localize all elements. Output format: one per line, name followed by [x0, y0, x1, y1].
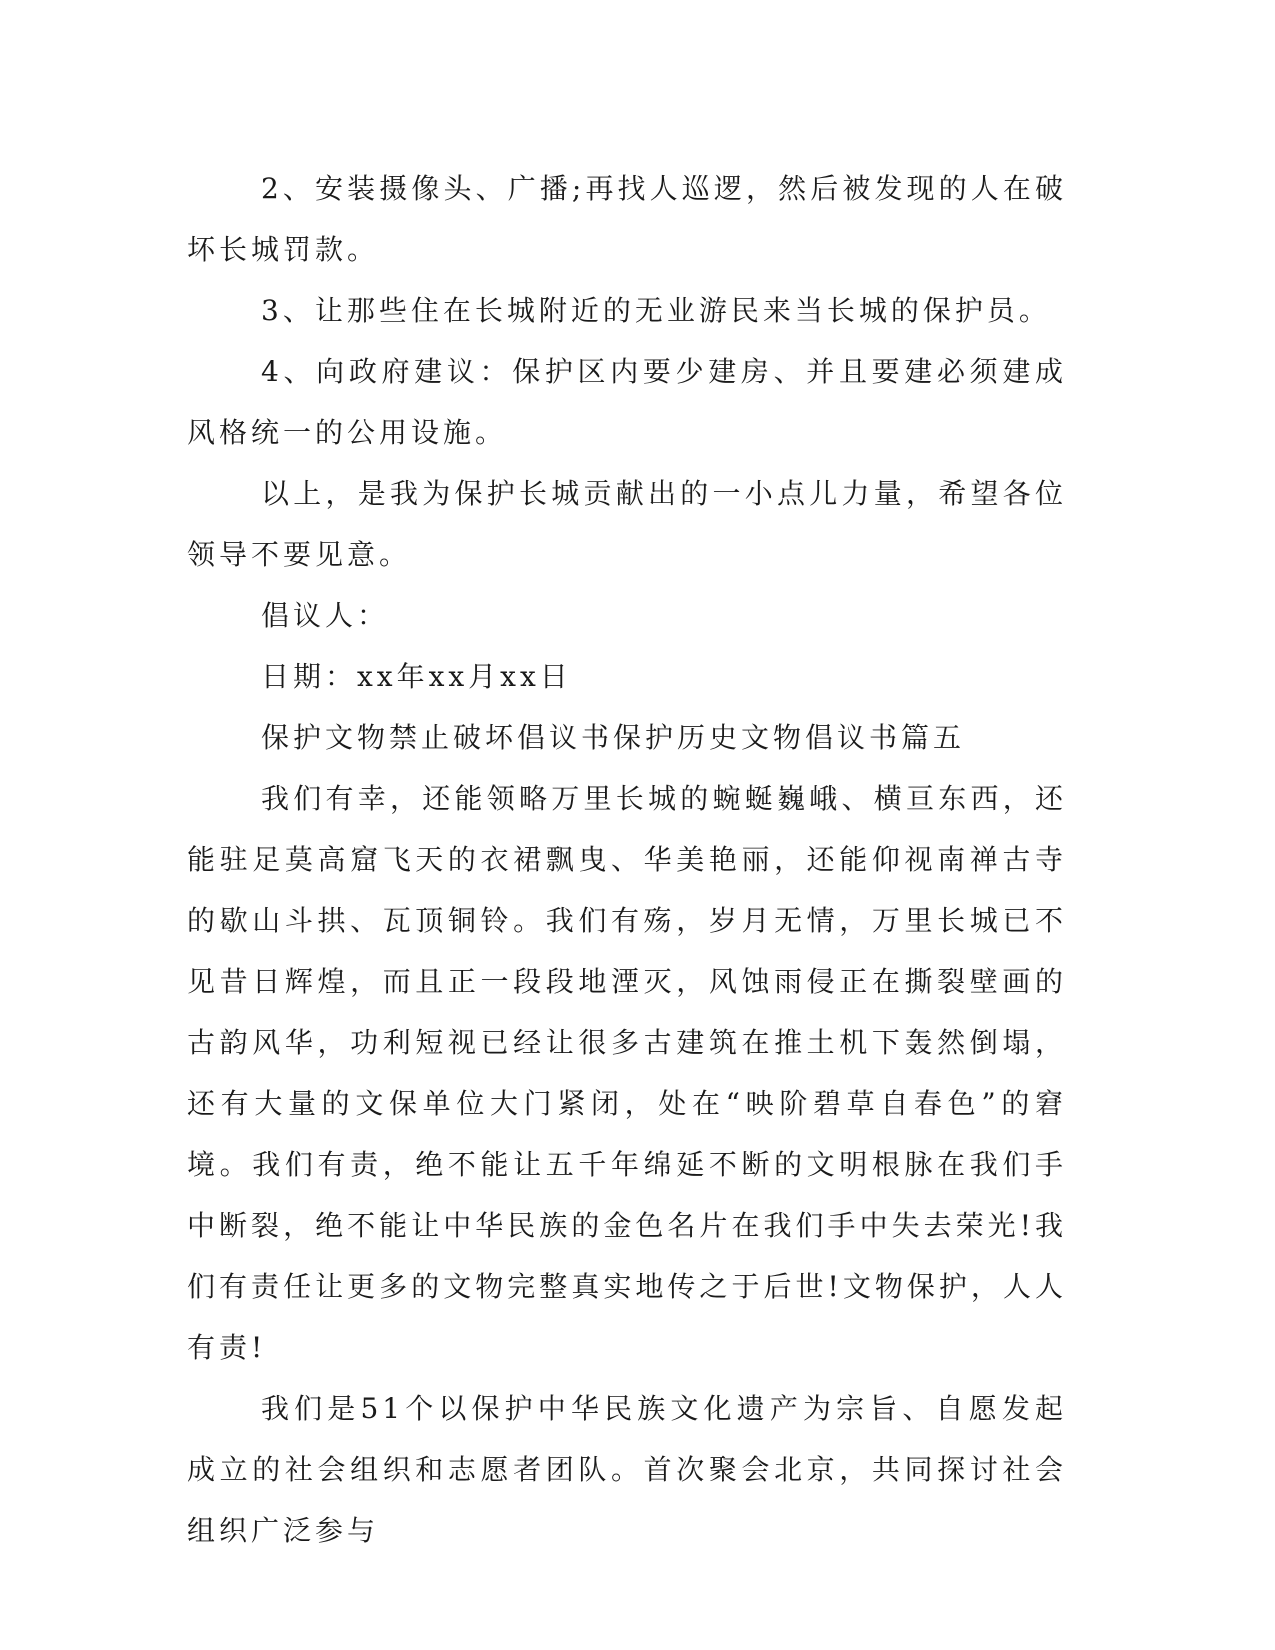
body-paragraph: 我们是51个以保护中华民族文化遗产为宗旨、自愿发起成立的社会组织和志愿者团队。首次聚会北京，共同探讨社会组织广泛参与: [187, 1392, 1067, 1547]
section-title: 保护文物禁止破坏倡议书保护历史文物倡议书篇五: [261, 721, 966, 754]
paragraph-item-4: 4、向政府建议：保护区内要少建房、并且要建必须建成风格统一的公用设施。: [187, 355, 1067, 449]
closing-paragraph: 以上，是我为保护长城贡献出的一小点儿力量，希望各位领导不要见意。: [187, 477, 1067, 571]
paragraph-item-3: 3、让那些住在长城附近的无业游民来当长城的保护员。: [261, 294, 1051, 327]
proposer-line: 倡议人：: [261, 599, 390, 632]
date-line: 日期：xx年xx月xx日: [261, 660, 572, 693]
document-body: [187, 158, 1067, 1561]
body-paragraph: 我们有幸，还能领略万里长城的蜿蜒巍峨、横亘东西，还能驻足莫高窟飞天的衣裙飘曳、华美艳丽，还能仰视南禅古寺的歇山斗拱、瓦顶铜铃。我们有殇，岁月无情，万里长城已不见昔日辉煌，而且正一段段地湮灭，风蚀雨侵正在撕裂壁画的古韵风华，功利短视已经让很多古建筑在推土机下轰然倒塌，还有大量的文保单位大门紧闭，处在“映阶碧草自春色”的窘境。我们有责，绝不能让五千年绵延不断的文明根脉在我们手中断裂，绝不能让中华民族的金色名片在我们手中失去荣光!我们有责任让更多的文物完整真实地传之于后世!文物保护，人人有责!: [187, 782, 1067, 1364]
paragraph-item-2: 2、安装摄像头、广播;再找人巡逻，然后被发现的人在破坏长城罚款。: [187, 172, 1067, 266]
